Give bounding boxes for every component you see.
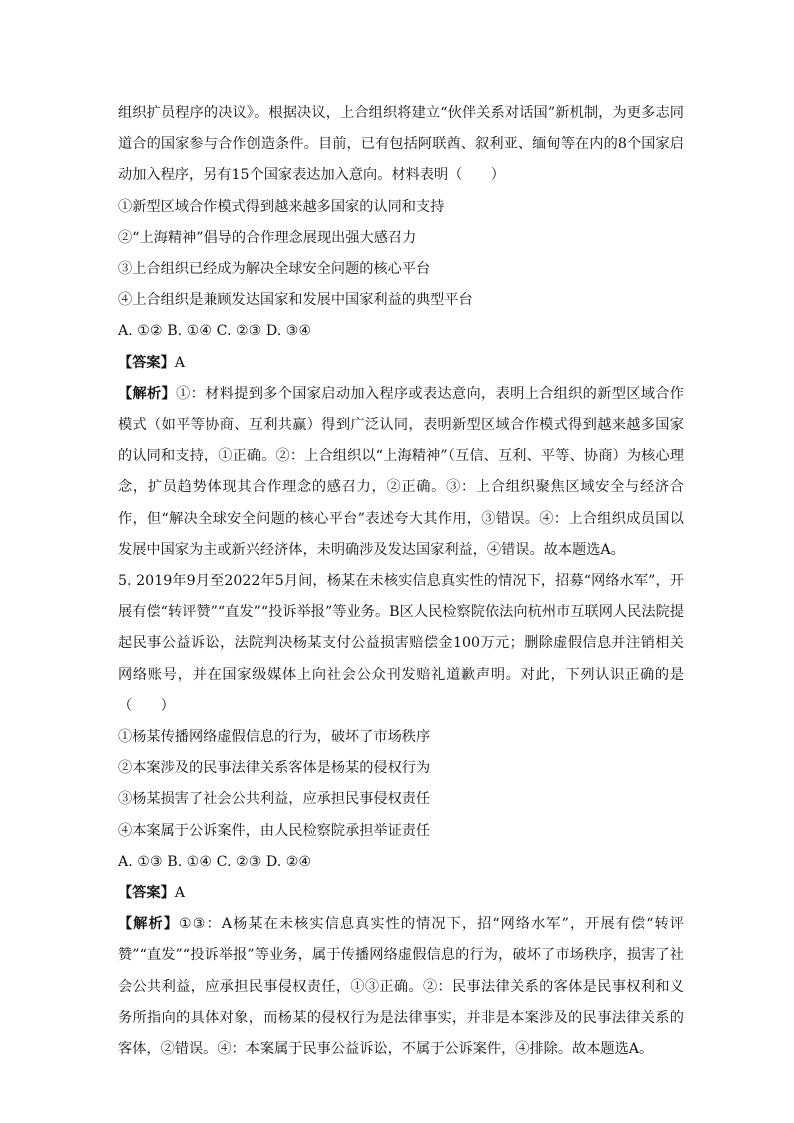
q5-option-3: ③杨某损害了社会公共利益，应承担民事侵权责任 [118,791,431,808]
q5-option-1: ①杨某传播网络虚假信息的行为，破坏了市场秩序 [118,728,431,745]
q4-stem: 组织扩员程序的决议》。根据决议，上合组织将建立“伙伴关系对话国”新机制，为更多志同道合的国家参与合作创造条件。目前，已有包括阿联酋、叙利亚、缅甸等在内的8个国家启动加入程序，另有15个国家表达加入意向。材料表明（ ） [118,105,684,184]
q4-option-1: ①新型区域合作模式得到越来越多国家的认同和支持 [118,198,445,215]
analysis-tag: 【解析】 [118,385,177,402]
q5-stem: 5. 2019年9月至2022年5月间，杨某在未核实信息真实性的情况下，招募“网络水军”，开展有偿“转评赞”“直发”“投诉举报”等业务。B区人民检察院依法向杭州市互联网人民法院提起民事公益诉讼，法院判决杨某支付公益损害赔偿金100万元；删除虚假信息并注销相关网络账号，并在国家级媒体上向社会公众刊发赔礼道歉声明。对此，下列认识正确的是（ ） [118,572,684,714]
q5-answer [118,878,684,909]
q4-analysis [118,379,684,566]
answer-tag: 【答案】 [118,884,175,901]
q4-answer [118,348,684,379]
q4-option-2: ②“上海精神”倡导的合作理念展现出强大感召力 [118,229,417,246]
analysis-tag: 【解析】 [118,916,179,933]
q5-option-2: ②本案涉及的民事法律关系客体是杨某的侵权行为 [118,760,431,777]
q5-option-4: ④本案属于公诉案件，由人民检察院承担举证责任 [118,822,431,839]
q5-analysis [118,909,684,1065]
q4-choices: A. ①② B. ①④ C. ②③ D. ③④ [118,323,312,340]
answer-value: A [174,884,186,901]
document-page [118,98,684,1065]
answer-value: A [174,354,186,371]
q4-option-4: ④上合组织是兼顾发达国家和发展中国家利益的典型平台 [118,292,473,309]
analysis-text: ①：材料提到多个国家启动加入程序或表达意向，表明上合组织的新型区域合作模式（如平等协商、互利共赢）得到广泛认同，表明新型区域合作模式得到越来越多国家的认同和支持，①正确。②：上合组织以“上海精神”（互信、互利、平等、协商）为核心理念，扩员趋势体现其合作理念的感召力，②正确。③：上合组织聚焦区域安全与经济合作，但“解决全球安全问题的核心平台”表述夸大其作用，③错误。④：上合组织成员国以发展中国家为主或新兴经济体，未明确涉及发达国家利益，④错误。故本题选A。 [118,385,684,558]
q4-option-3: ③上合组织已经成为解决全球安全问题的核心平台 [118,260,431,277]
analysis-text: ①③：A杨某在未核实信息真实性的情况下，招“网络水军”，开展有偿“转评赞”“直发”“投诉举报”等业务，属于传播网络虚假信息的行为，破坏了市场秩序，损害了社会公共利益，应承担民事侵权责任，①③正确。②：民事法律关系的客体是民事权利和义务所指向的具体对象，而杨某的侵权行为是法律事实，并非是本案涉及的民事法律关系的客体，②错误。④：本案属于民事公益诉讼，不属于公诉案件，④排除。故本题选A。 [118,916,684,1057]
answer-tag: 【答案】 [118,354,175,371]
q5-choices: A. ①③ B. ①④ C. ②③ D. ②④ [118,853,312,870]
